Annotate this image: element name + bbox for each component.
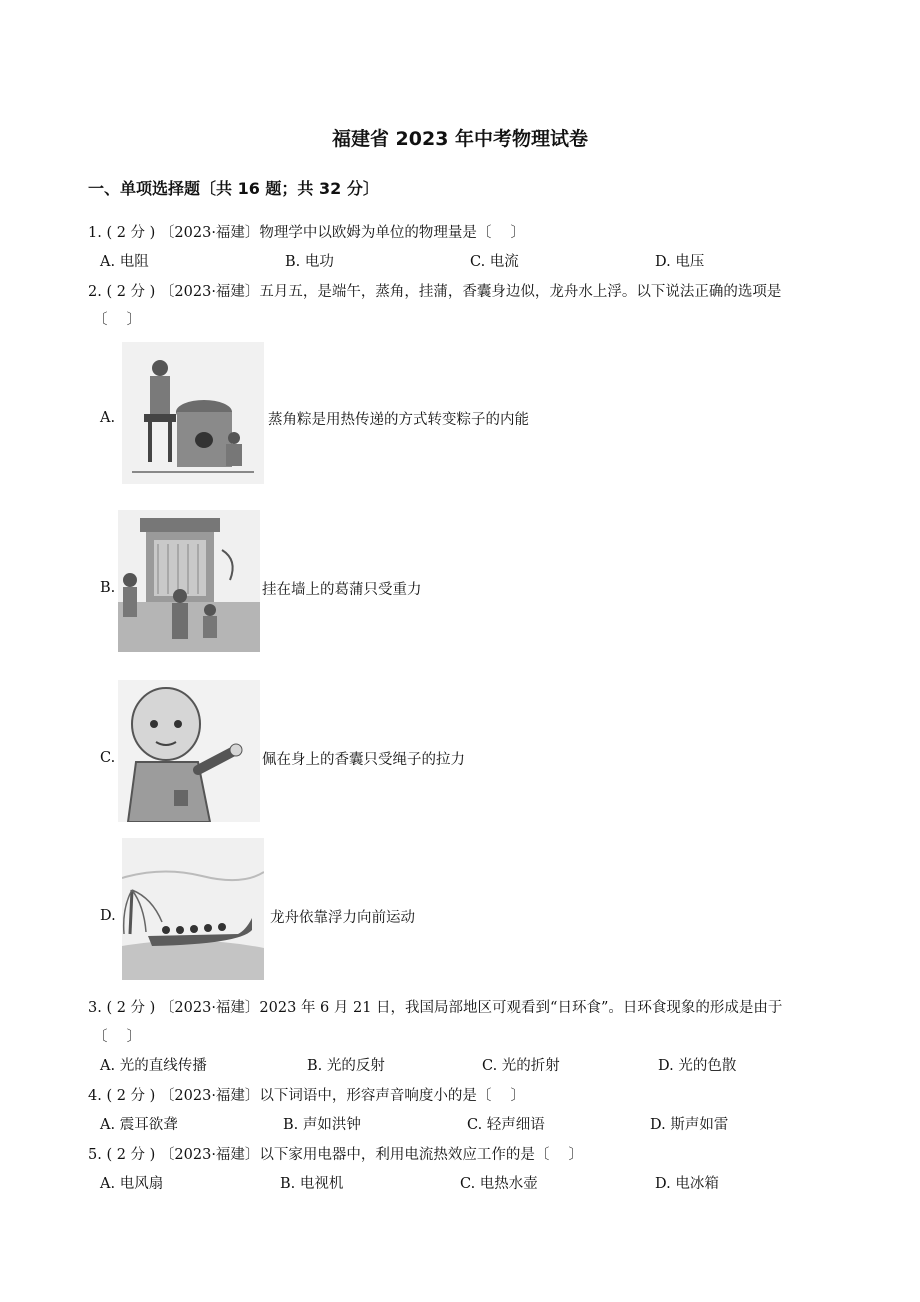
q2-option-b-text: 挂在墙上的葛蒲只受重力 bbox=[262, 582, 422, 598]
q1-option-c: C. 电流 bbox=[470, 254, 519, 270]
question-1-stem: 1. ( 2 分 ) 〔2023·福建〕物理学中以欧姆为单位的物理量是〔 〕 bbox=[88, 225, 526, 241]
q4-option-c: C. 轻声细语 bbox=[467, 1117, 545, 1133]
question-3-stem-bracket: 〔 〕 bbox=[93, 1029, 142, 1045]
q2-option-a-illustration bbox=[122, 342, 264, 484]
q5-option-d: D. 电冰箱 bbox=[655, 1176, 719, 1192]
q2-option-c-text: 佩在身上的香囊只受绳子的拉力 bbox=[262, 752, 465, 768]
question-2-stem: 2. ( 2 分 ) 〔2023·福建〕五月五，是端午，蒸角，挂蒲，香囊身边似，龙舟水上浮。以下说法正确的选项是 bbox=[88, 284, 782, 300]
q2-option-b-illustration bbox=[118, 510, 260, 652]
question-5-stem: 5. ( 2 分 ) 〔2023·福建〕以下家用电器中，利用电流热效应工作的是〔 〕 bbox=[88, 1147, 584, 1163]
q1-option-b: B. 电功 bbox=[285, 254, 334, 270]
q1-option-d: D. 电压 bbox=[655, 254, 705, 270]
q5-option-a: A. 电风扇 bbox=[100, 1176, 164, 1192]
section-heading: 一、单项选择题〔共 16 题；共 32 分〕 bbox=[88, 179, 379, 198]
question-2-stem-bracket: 〔 〕 bbox=[93, 312, 142, 328]
question-4-stem: 4. ( 2 分 ) 〔2023·福建〕以下词语中，形容声音响度小的是〔 〕 bbox=[88, 1088, 526, 1104]
q3-option-c: C. 光的折射 bbox=[482, 1058, 560, 1074]
q2-option-c-letter: C. bbox=[100, 750, 116, 766]
page-title: 福建省 2023 年中考物理试卷 bbox=[331, 128, 589, 150]
q5-option-b: B. 电视机 bbox=[280, 1176, 344, 1192]
q4-option-b: B. 声如洪钟 bbox=[283, 1117, 361, 1133]
q4-option-a: A. 震耳欲聋 bbox=[100, 1117, 178, 1133]
q2-option-d-letter: D. bbox=[100, 908, 116, 924]
q3-option-b: B. 光的反射 bbox=[307, 1058, 385, 1074]
q2-option-d-illustration bbox=[122, 838, 264, 980]
q3-option-d: D. 光的色散 bbox=[658, 1058, 737, 1074]
q2-option-d-text: 龙舟依靠浮力向前运动 bbox=[270, 910, 415, 926]
q2-option-c-illustration bbox=[118, 680, 260, 822]
q1-option-a: A. 电阻 bbox=[100, 254, 149, 270]
question-3-stem: 3. ( 2 分 ) 〔2023·福建〕2023 年 6 月 21 日，我国局部地区可观看到“日环食”。日环食现象的形成是由于 bbox=[88, 1000, 783, 1016]
q3-option-a: A. 光的直线传播 bbox=[100, 1058, 207, 1074]
q4-option-d: D. 斯声如雷 bbox=[650, 1117, 729, 1133]
q2-option-a-text: 蒸角粽是用热传递的方式转变粽子的内能 bbox=[268, 412, 529, 428]
q2-option-a-letter: A. bbox=[100, 410, 116, 426]
q2-option-b-letter: B. bbox=[100, 580, 116, 596]
q5-option-c: C. 电热水壶 bbox=[460, 1176, 538, 1192]
